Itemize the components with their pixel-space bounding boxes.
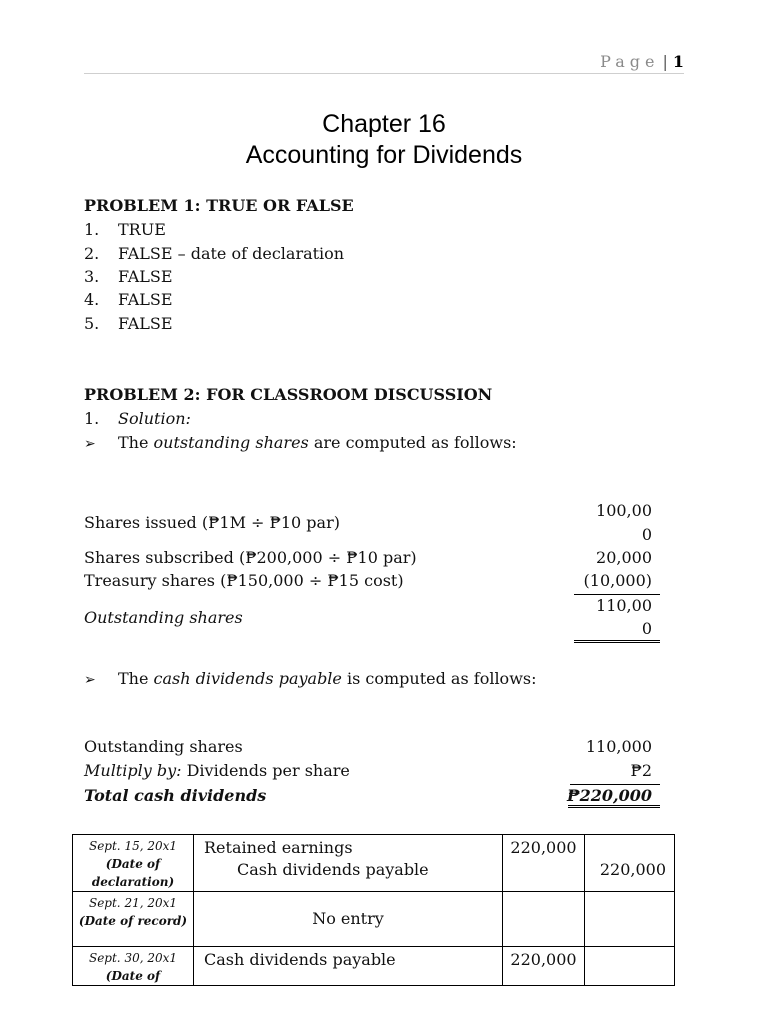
bullet-text-pre: The — [118, 669, 154, 688]
solution-label: Solution: — [118, 409, 191, 428]
total-cash-dividends-value: ₱220,000 — [567, 786, 652, 805]
item-number: 3. — [84, 267, 100, 286]
journal-accounts-cell — [194, 835, 503, 892]
journal-date-label: (Date of record) — [78, 914, 188, 928]
debit-account: Cash dividends payable — [204, 950, 396, 969]
debit-amount: 220,000 — [503, 835, 585, 892]
shares-subscribed-label: Shares subscribed (₱200,000 ÷ ₱10 par) — [84, 548, 417, 567]
debit-amount-empty — [503, 892, 585, 947]
journal-row — [73, 835, 675, 892]
multiply-italic: Multiply by: — [84, 761, 182, 780]
header-rule — [84, 73, 684, 74]
total-double-rule — [568, 805, 660, 808]
journal-accounts-cell — [194, 947, 503, 986]
item-text: TRUE — [118, 220, 166, 239]
chapter-title: Chapter 16 — [322, 110, 446, 138]
problem1-item — [84, 267, 173, 286]
per-share-value: ₱2 — [630, 761, 652, 780]
total-cash-dividends-label: Total cash dividends — [84, 786, 267, 805]
bullet-text-pre: The — [118, 433, 154, 452]
item-number: 1. — [84, 409, 100, 428]
bullet-text-post: are computed as follows: — [308, 433, 517, 452]
debit-account: Retained earnings — [204, 838, 353, 857]
no-entry-cell: No entry — [194, 892, 503, 947]
credit-amount: 220,000 — [585, 835, 675, 892]
credit-account: Cash dividends payable — [237, 860, 429, 879]
item-number: 5. — [84, 314, 100, 333]
multiply-label — [84, 761, 350, 780]
bullet-cash-dividends — [84, 669, 536, 688]
problem1-item — [84, 290, 173, 309]
shares-issued-value-line1: 100,00 — [596, 501, 652, 520]
journal-date: Sept. 21, 20x1 — [88, 896, 178, 910]
shares-subscribed-value: 20,000 — [596, 548, 652, 567]
dividends-outstanding-label: Outstanding shares — [84, 737, 243, 756]
outstanding-shares-value-line1: 110,00 — [596, 596, 652, 615]
bullet-text-italic: cash dividends payable — [153, 669, 342, 688]
page-header — [600, 52, 684, 71]
item-text: FALSE — [118, 314, 173, 333]
subtotal-rule — [570, 784, 660, 785]
subtotal-rule — [574, 594, 660, 595]
bullet-text-italic: outstanding shares — [153, 433, 309, 452]
total-double-rule — [574, 640, 660, 643]
problem2-item — [84, 409, 191, 428]
problem1-heading: PROBLEM 1: TRUE OR FALSE — [84, 196, 354, 215]
debit-amount: 220,000 — [503, 947, 585, 986]
journal-row — [73, 947, 675, 986]
item-text: FALSE – date of declaration — [118, 244, 345, 263]
problem2-heading: PROBLEM 2: FOR CLASSROOM DISCUSSION — [84, 385, 493, 404]
chapter-subtitle: Accounting for Dividends — [245, 141, 523, 169]
dividends-outstanding-value: 110,000 — [585, 737, 652, 756]
journal-date-label: (Date of — [105, 969, 161, 983]
item-text: FALSE — [118, 290, 173, 309]
item-number: 2. — [84, 244, 100, 263]
arrow-bullet-icon: ➢ — [84, 436, 96, 452]
treasury-shares-value: (10,000) — [583, 571, 652, 590]
outstanding-shares-label: Outstanding shares — [84, 608, 243, 627]
bullet-text-post: is computed as follows: — [341, 669, 537, 688]
journal-date-cell — [73, 892, 194, 947]
journal-date: Sept. 30, 20x1 — [88, 951, 178, 965]
shares-issued-label: Shares issued (₱1M ÷ ₱10 par) — [84, 513, 340, 532]
item-number: 1. — [84, 220, 100, 239]
problem1-item — [84, 244, 344, 263]
problem1-item — [84, 220, 166, 239]
treasury-shares-label: Treasury shares (₱150,000 ÷ ₱15 cost) — [84, 571, 404, 590]
arrow-bullet-icon: ➢ — [84, 672, 96, 688]
page-word: Page — [600, 52, 660, 71]
journal-date-label: (Date of declaration) — [91, 857, 175, 889]
shares-issued-value-line2: 0 — [641, 525, 652, 544]
multiply-rest: Dividends per share — [181, 761, 350, 780]
journal-date-cell — [73, 835, 194, 892]
bullet-outstanding-shares — [84, 433, 517, 452]
page-number: 1 — [672, 52, 684, 71]
journal-entries-table — [72, 834, 675, 986]
journal-date-cell — [73, 947, 194, 986]
journal-row — [73, 892, 675, 947]
journal-date: Sept. 15, 20x1 — [88, 839, 178, 853]
problem1-item — [84, 314, 173, 333]
item-number: 4. — [84, 290, 100, 309]
page-separator: | — [662, 52, 670, 71]
credit-amount-empty — [585, 947, 675, 986]
outstanding-shares-value-line2: 0 — [641, 619, 652, 638]
item-text: FALSE — [118, 267, 173, 286]
credit-amount-empty — [585, 892, 675, 947]
